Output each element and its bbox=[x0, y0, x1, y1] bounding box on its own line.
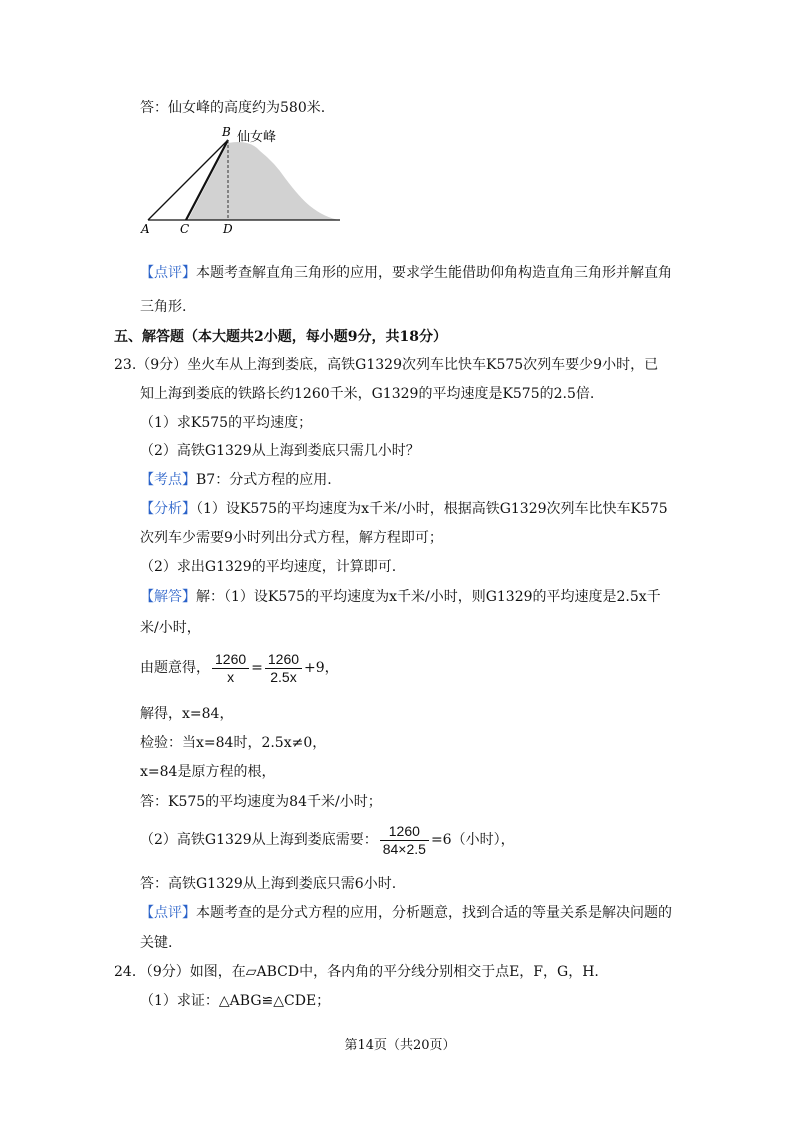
mountain-figure bbox=[140, 123, 350, 239]
point-C-label: C bbox=[180, 222, 190, 235]
q23-line1 bbox=[114, 355, 658, 375]
fenxi-line2: 次列车少需要9小时列出分式方程，解方程即可； bbox=[140, 530, 443, 546]
fraction-3-den: 84×2.5 bbox=[382, 840, 426, 857]
fenxi-line1 bbox=[140, 499, 668, 519]
eq-suffix: +9， bbox=[304, 660, 339, 676]
q23-line2: 知上海到娄底的铁路长约1260千米，G1329的平均速度是K575的2.5倍. bbox=[140, 386, 595, 402]
jieda-line2: 米/小时， bbox=[140, 620, 201, 636]
q23-sub2: （2）高铁G1329从上海到娄底只需几小时？ bbox=[140, 443, 420, 459]
review-22 bbox=[140, 263, 672, 283]
point-A-label: A bbox=[141, 222, 150, 235]
q23-number: 23. bbox=[114, 357, 137, 373]
fenxi-text-1: （1）设K575的平均速度为x千米/小时，根据高铁G1329次列车比快车K575 bbox=[196, 501, 668, 517]
peak-label: 仙女峰 bbox=[237, 130, 277, 145]
q24-sub1: （1）求证：△ABG≌△CDE； bbox=[140, 993, 331, 1009]
eq-equals: = bbox=[251, 660, 263, 676]
review-23-text-1: 本题考查的是分式方程的应用，分析题意，找到合适的等量关系是解决问题的 bbox=[196, 905, 672, 921]
kaodian-text: B7：分式方程的应用. bbox=[196, 472, 332, 488]
answer1-line: 答：K575的平均速度为84千米/小时； bbox=[140, 794, 382, 810]
q23-text-1: 坐火车从上海到娄底，高铁G1329次列车比快车K575次列车要少9小时，已 bbox=[187, 357, 659, 373]
review-23-tag: 【点评】 bbox=[140, 905, 196, 921]
q23-score: （9分） bbox=[136, 357, 188, 373]
q24-line1: 24．（9分）如图，在▱ABCD中，各内角的平分线分别相交于点E，F，G，H. bbox=[114, 964, 599, 980]
jieda-text-1: 解：（1）设K575的平均速度为x千米/小时，则G1329的平均速度是2.5x千 bbox=[196, 589, 661, 605]
part2-line bbox=[140, 822, 515, 858]
mountain-diagram bbox=[140, 123, 350, 235]
kaodian-tag: 【考点】 bbox=[140, 472, 196, 488]
jieda-line1 bbox=[140, 587, 661, 607]
review-23-line2: 关键. bbox=[140, 935, 173, 951]
review-23-line1 bbox=[140, 903, 672, 923]
part2-suffix: =6（小时）， bbox=[430, 832, 515, 848]
page-footer: 第14页（共20页） bbox=[344, 1038, 456, 1053]
kaodian-line bbox=[140, 470, 332, 490]
fraction-2 bbox=[265, 651, 302, 686]
mountain-shape bbox=[188, 142, 340, 220]
answer-line: 答：仙女峰的高度约为580米. bbox=[140, 100, 326, 116]
point-D-label: D bbox=[223, 222, 233, 235]
review-22-line2: 三角形. bbox=[140, 299, 187, 315]
fraction-2-num: 1260 bbox=[265, 651, 302, 669]
point-B-label: B bbox=[222, 125, 231, 139]
fraction-1 bbox=[212, 651, 249, 686]
part2-prefix: （2）高铁G1329从上海到娄底需要： bbox=[140, 832, 378, 848]
fraction-3 bbox=[380, 823, 429, 858]
fraction-1-num: 1260 bbox=[212, 651, 249, 669]
root-line: x=84是原方程的根， bbox=[140, 764, 276, 780]
check-line: 检验：当x=84时，2.5x≠0， bbox=[140, 735, 327, 751]
answer2-line: 答：高铁G1329从上海到娄底只需6小时. bbox=[140, 876, 397, 892]
q23-sub1: （1）求K575的平均速度； bbox=[140, 415, 313, 431]
fenxi-tag: 【分析】 bbox=[140, 501, 196, 517]
fraction-3-num: 1260 bbox=[380, 823, 429, 841]
equation-line bbox=[140, 650, 339, 686]
fenxi-line3: （2）求出G1329的平均速度，计算即可. bbox=[140, 559, 397, 575]
solve-line: 解得，x=84， bbox=[140, 706, 234, 722]
fraction-1-den: x bbox=[227, 668, 235, 685]
fraction-2-den: 2.5x bbox=[270, 668, 297, 685]
section-title: 五、解答题（本大题共2小题，每小题9分，共18分） bbox=[114, 329, 447, 345]
review-tag: 【点评】 bbox=[140, 265, 196, 281]
jieda-tag: 【解答】 bbox=[140, 589, 196, 605]
eq-prefix: 由题意得， bbox=[140, 660, 210, 676]
review-text-1: 本题考查解直角三角形的应用，要求学生能借助仰角构造直角三角形并解直角 bbox=[196, 265, 672, 281]
